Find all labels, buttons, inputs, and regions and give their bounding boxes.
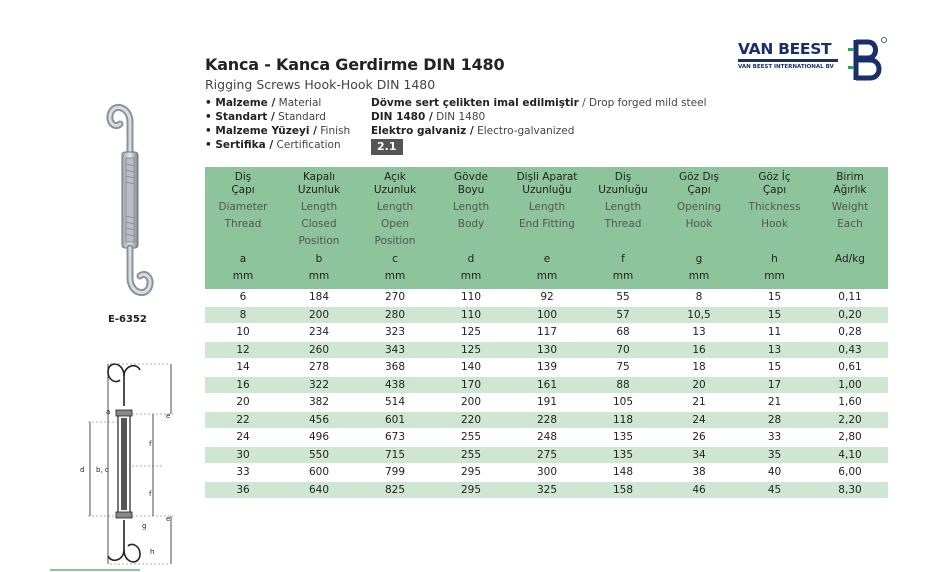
table-cell: 15 (737, 289, 812, 306)
dim-label-a: a (106, 408, 111, 416)
table-cell: 14 (205, 359, 281, 377)
table-cell: 550 (281, 446, 357, 464)
logo-subtitle: VAN BEEST INTERNATIONAL BV (738, 64, 834, 70)
table-header-row (205, 167, 888, 289)
table-cell: 117 (509, 324, 585, 342)
table-cell: 20 (205, 394, 281, 412)
table-cell: 100 (509, 306, 585, 324)
table-cell: 295 (433, 464, 509, 482)
table-cell: 21 (661, 394, 737, 412)
table-cell: 26 (661, 429, 737, 447)
table-cell: 170 (433, 376, 509, 394)
table-cell: 12 (205, 341, 281, 359)
table-cell: 135 (585, 429, 661, 447)
spec-val-tr: DIN 1480 / (371, 111, 433, 123)
table-cell: 110 (433, 289, 509, 306)
column-header-length-closed: Kapalı Uzunluk Length Closed Position b mm (281, 167, 357, 289)
table-cell: 8,30 (812, 481, 888, 499)
table-cell: 158 (585, 481, 661, 499)
table-cell: 8 (661, 289, 737, 306)
table-cell: 382 (281, 394, 357, 412)
table-cell: 200 (281, 306, 357, 324)
table-cell: 255 (433, 446, 509, 464)
table-cell: 135 (585, 446, 661, 464)
table-cell: 30 (205, 446, 281, 464)
dim-label-f-bottom: f (149, 490, 152, 498)
specification-table (205, 167, 888, 499)
logo-wordmark: VAN BEEST (738, 40, 838, 62)
van-beest-logo (738, 36, 888, 86)
table-cell: 13 (737, 341, 812, 359)
spec-key-en: Finish (320, 125, 351, 137)
column-header-thread-length: Diş Uzunluğu Length Thread f mm (585, 167, 661, 289)
dim-label-bc: b, c (96, 466, 109, 474)
table-cell: 1,00 (812, 376, 888, 394)
table-cell: 140 (433, 359, 509, 377)
table-cell: 322 (281, 376, 357, 394)
table-cell: 600 (281, 464, 357, 482)
page-subtitle: Rigging Screws Hook-Hook DIN 1480 (205, 77, 436, 92)
table-cell: 715 (357, 446, 433, 464)
column-header-end-fitting-length: Dişli Aparat Uzunluğu Length End Fitting e mm (509, 167, 585, 289)
table-cell: 325 (509, 481, 585, 499)
spec-val-en: / Drop forged mild steel (582, 97, 707, 109)
table-cell: 20 (661, 376, 737, 394)
table-cell: 16 (205, 376, 281, 394)
column-header-hook-thickness: Göz İç Çapı Thickness Hook h mm (737, 167, 812, 289)
certification-badge: 2.1 (371, 139, 403, 155)
table-cell: 105 (585, 394, 661, 412)
column-header-hook-opening: Göz Dış Çapı Opening Hook g mm (661, 167, 737, 289)
table-row (205, 464, 888, 482)
table-cell: 10,5 (661, 306, 737, 324)
table-row (205, 411, 888, 429)
table-cell: 130 (509, 341, 585, 359)
table-cell: 456 (281, 411, 357, 429)
table-cell: 295 (433, 481, 509, 499)
table-cell: 15 (737, 306, 812, 324)
table-cell: 110 (433, 306, 509, 324)
table-row (205, 481, 888, 499)
spec-key-en: Material (278, 97, 322, 109)
dim-label-e-top: e (166, 412, 171, 420)
table-cell: 275 (509, 446, 585, 464)
table-cell: 21 (737, 394, 812, 412)
dim-label-d: d (80, 466, 85, 474)
column-header-body-length: Gövde Boyu Length Body d mm (433, 167, 509, 289)
table-cell: 46 (661, 481, 737, 499)
table-cell: 28 (737, 411, 812, 429)
table-row (205, 289, 888, 306)
table-cell: 17 (737, 376, 812, 394)
table-cell: 0,20 (812, 306, 888, 324)
table-cell: 8 (205, 306, 281, 324)
column-header-unit-weight: Birim Ağırlık Weight Each Ad/kg (812, 167, 888, 289)
table-cell: 0,28 (812, 324, 888, 342)
table-cell: 88 (585, 376, 661, 394)
table-cell: 161 (509, 376, 585, 394)
dimension-drawing (78, 356, 188, 570)
table-cell: 255 (433, 429, 509, 447)
page-title: Kanca - Kanca Gerdirme DIN 1480 (205, 55, 505, 74)
table-cell: 13 (661, 324, 737, 342)
table-cell: 24 (205, 429, 281, 447)
table-cell: 33 (205, 464, 281, 482)
table-cell: 280 (357, 306, 433, 324)
table-cell: 15 (737, 359, 812, 377)
table-cell: 16 (661, 341, 737, 359)
spec-val-en: DIN 1480 (436, 111, 486, 123)
table-cell: 125 (433, 324, 509, 342)
table-cell: 33 (737, 429, 812, 447)
table-cell: 75 (585, 359, 661, 377)
table-cell: 248 (509, 429, 585, 447)
table-cell: 673 (357, 429, 433, 447)
table-cell: 148 (585, 464, 661, 482)
table-cell: 300 (509, 464, 585, 482)
dim-label-e-bottom: e (166, 515, 171, 523)
table-row (205, 359, 888, 377)
table-cell: 496 (281, 429, 357, 447)
spec-key-tr: • Sertifika / (205, 139, 274, 151)
spec-val-tr: Elektro galvaniz / (371, 125, 474, 137)
dim-label-f-top: f (149, 440, 152, 448)
table-cell: 35 (737, 446, 812, 464)
table-cell: 278 (281, 359, 357, 377)
table-cell: 228 (509, 411, 585, 429)
table-cell: 799 (357, 464, 433, 482)
table-cell: 18 (661, 359, 737, 377)
table-cell: 0,43 (812, 341, 888, 359)
table-cell: 191 (509, 394, 585, 412)
column-header-thread-diameter: Diş Çapı Diameter Thread a mm (205, 167, 281, 289)
column-header-length-open: Açık Uzunluk Length Open Position c mm (357, 167, 433, 289)
table-cell: 11 (737, 324, 812, 342)
table-row (205, 376, 888, 394)
table-row (205, 394, 888, 412)
table-cell: 2,20 (812, 411, 888, 429)
table-cell: 40 (737, 464, 812, 482)
table-cell: 0,11 (812, 289, 888, 306)
spec-key-en: Certification (276, 139, 341, 151)
table-cell: 45 (737, 481, 812, 499)
table-cell: 125 (433, 341, 509, 359)
table-cell: 118 (585, 411, 661, 429)
table-cell: 34 (661, 446, 737, 464)
table-cell: 184 (281, 289, 357, 306)
table-cell: 270 (357, 289, 433, 306)
table-cell: 139 (509, 359, 585, 377)
table-cell: 10 (205, 324, 281, 342)
dim-label-h: h (150, 548, 155, 556)
spec-key-tr: • Malzeme Yüzeyi / (205, 125, 317, 137)
table-cell: 234 (281, 324, 357, 342)
table-cell: 825 (357, 481, 433, 499)
table-cell: 36 (205, 481, 281, 499)
table-cell: 0,61 (812, 359, 888, 377)
table-cell: 200 (433, 394, 509, 412)
table-row (205, 324, 888, 342)
table-cell: 640 (281, 481, 357, 499)
table-row (205, 446, 888, 464)
table-cell: 343 (357, 341, 433, 359)
table-cell: 24 (661, 411, 737, 429)
table-cell: 323 (357, 324, 433, 342)
product-code: E-6352 (108, 314, 147, 325)
dim-label-g: g (142, 522, 147, 530)
logo-b-mark-icon (846, 36, 888, 84)
table-cell: 1,60 (812, 394, 888, 412)
table-cell: 220 (433, 411, 509, 429)
table-cell: 92 (509, 289, 585, 306)
table-cell: 2,80 (812, 429, 888, 447)
spec-val-tr: Dövme sert çelikten imal edilmiştir (371, 97, 579, 109)
spec-key-en: Standard (278, 111, 326, 123)
table-row (205, 341, 888, 359)
table-cell: 438 (357, 376, 433, 394)
table-cell: 368 (357, 359, 433, 377)
spec-val-en: Electro-galvanized (477, 125, 575, 137)
table-cell: 6 (205, 289, 281, 306)
table-cell: 38 (661, 464, 737, 482)
table-body (205, 289, 888, 499)
table-cell: 4,10 (812, 446, 888, 464)
table-cell: 68 (585, 324, 661, 342)
table-cell: 514 (357, 394, 433, 412)
spec-key-tr: • Malzeme / (205, 97, 276, 109)
table-cell: 601 (357, 411, 433, 429)
table-cell: 55 (585, 289, 661, 306)
table-row (205, 306, 888, 324)
hook-hook-rigging-screw-photo (100, 92, 160, 307)
spec-key-tr: • Standart / (205, 111, 275, 123)
table-cell: 22 (205, 411, 281, 429)
table-row (205, 429, 888, 447)
table-cell: 6,00 (812, 464, 888, 482)
table-cell: 57 (585, 306, 661, 324)
footer-accent-line (50, 569, 140, 571)
table-cell: 70 (585, 341, 661, 359)
table-cell: 260 (281, 341, 357, 359)
